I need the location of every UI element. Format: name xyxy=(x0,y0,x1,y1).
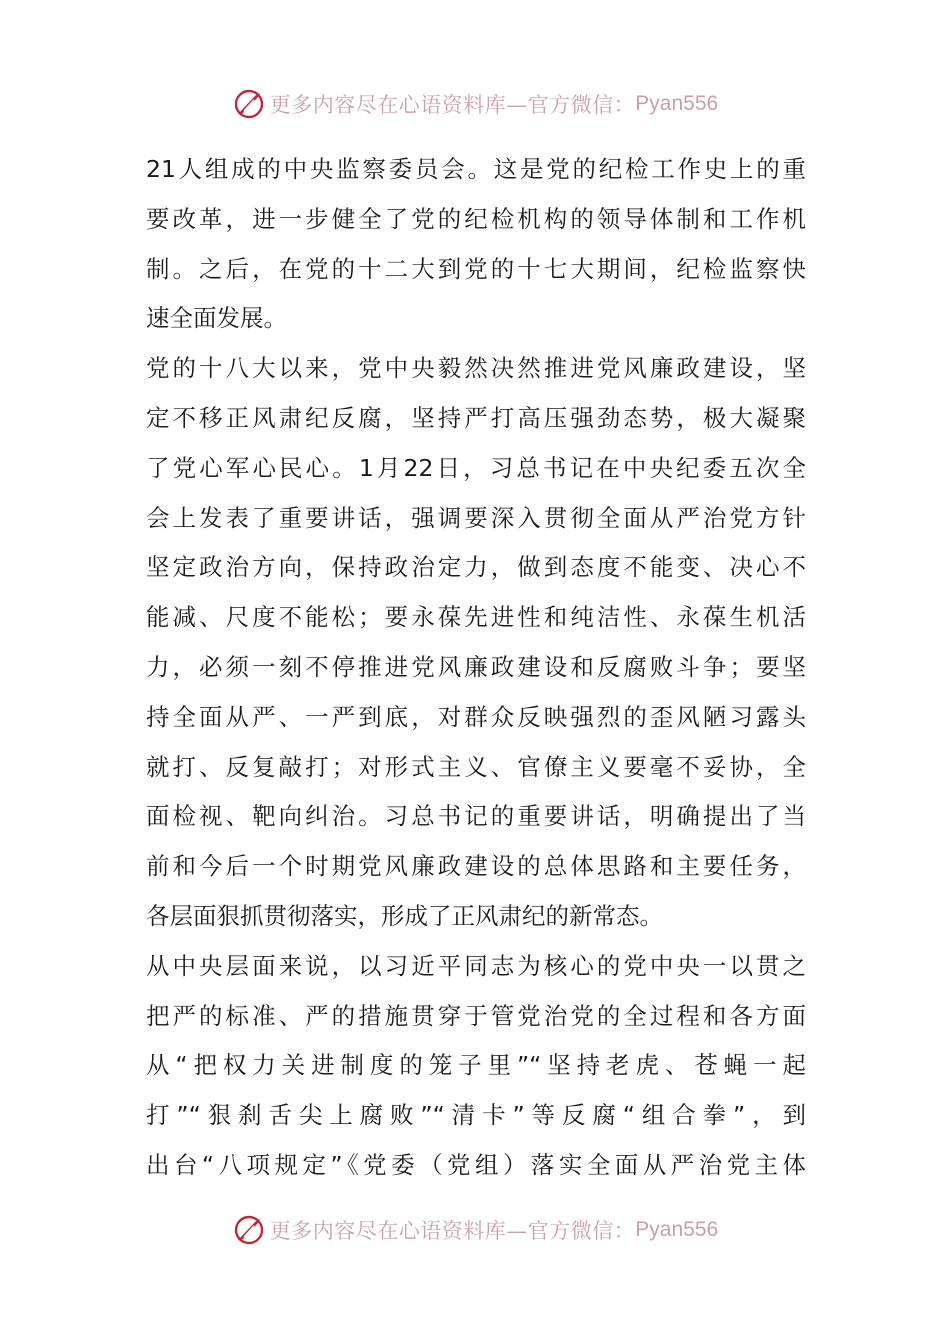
text-line: 定不移正风肃纪反腐，坚持严打高压强劲态势，极大凝聚 xyxy=(146,403,806,432)
text-line: 持全面从严、一严到底，对群众反映强烈的歪风陋习露头 xyxy=(146,702,806,731)
document-body xyxy=(146,145,806,1191)
text-line: 出台“八项规定”《党委（党组）落实全面从严治党主体 xyxy=(146,1150,806,1179)
text-line: 要改革，进一步健全了党的纪检机构的领导体制和工作机 xyxy=(146,204,806,233)
banner-text: 更多内容尽在心语资料库—官方微信： xyxy=(269,93,636,117)
banner-text: 更多内容尽在心语资料库—官方微信： xyxy=(269,1219,636,1243)
text-line: 21人组成的中央监察委员会。这是党的纪检工作史上的重 xyxy=(146,155,806,183)
wechat-id: Pyan556 xyxy=(635,92,719,115)
text-line: 把严的标准、严的措施贯穿于管党治党的全过程和各方面 xyxy=(146,1001,806,1030)
quill-logo-icon xyxy=(232,87,266,121)
text-line: 制。之后，在党的十二大到党的十七大期间，纪检监察快 xyxy=(146,254,806,283)
text-line: 能减、尺度不能松；要永葆先进性和纯洁性、永葆生机活 xyxy=(146,603,806,632)
text-line: 速全面发展。 xyxy=(146,304,287,333)
text-line: 从中央层面来说，以习近平同志为核心的党中央一以贯之 xyxy=(146,951,806,980)
text-line: 打”“狠刹舌尖上腐败”“清卡”等反腐“组合拳”，到 xyxy=(146,1101,806,1130)
wechat-id: Pyan556 xyxy=(635,1218,719,1241)
header-banner xyxy=(0,84,950,124)
text-line: 会上发表了重要讲话，强调要深入贯彻全面从严治党方针 xyxy=(146,503,806,532)
text-line: 了党心军心民心。1月22日，习总书记在中央纪委五次全 xyxy=(146,453,806,482)
paragraph-3 xyxy=(146,942,806,1191)
text-line: 力，必须一刻不停推进党风廉政建设和反腐败斗争；要坚 xyxy=(146,652,806,681)
quill-logo-icon xyxy=(232,1213,266,1247)
text-line: 党的十八大以来，党中央毅然决然推进党风廉政建设，坚 xyxy=(146,354,806,383)
text-line: 面检视、靶向纠治。习总书记的重要讲话，明确提出了当 xyxy=(146,802,806,831)
paragraph-1 xyxy=(146,145,806,344)
footer-banner xyxy=(0,1210,950,1250)
text-line: 从“把权力关进制度的笼子里”“坚持老虎、苍蝇一起 xyxy=(146,1051,806,1080)
text-line: 各层面狠抓贯彻落实，形成了正风肃纪的新常态。 xyxy=(146,901,663,930)
text-line: 前和今后一个时期党风廉政建设的总体思路和主要任务， xyxy=(146,852,806,881)
paragraph-2 xyxy=(146,344,806,942)
text-line: 就打、反复敲打；对形式主义、官僚主义要毫不妥协，全 xyxy=(146,752,806,781)
text-line: 坚定政治方向，保持政治定力，做到态度不能变、决心不 xyxy=(146,553,806,582)
